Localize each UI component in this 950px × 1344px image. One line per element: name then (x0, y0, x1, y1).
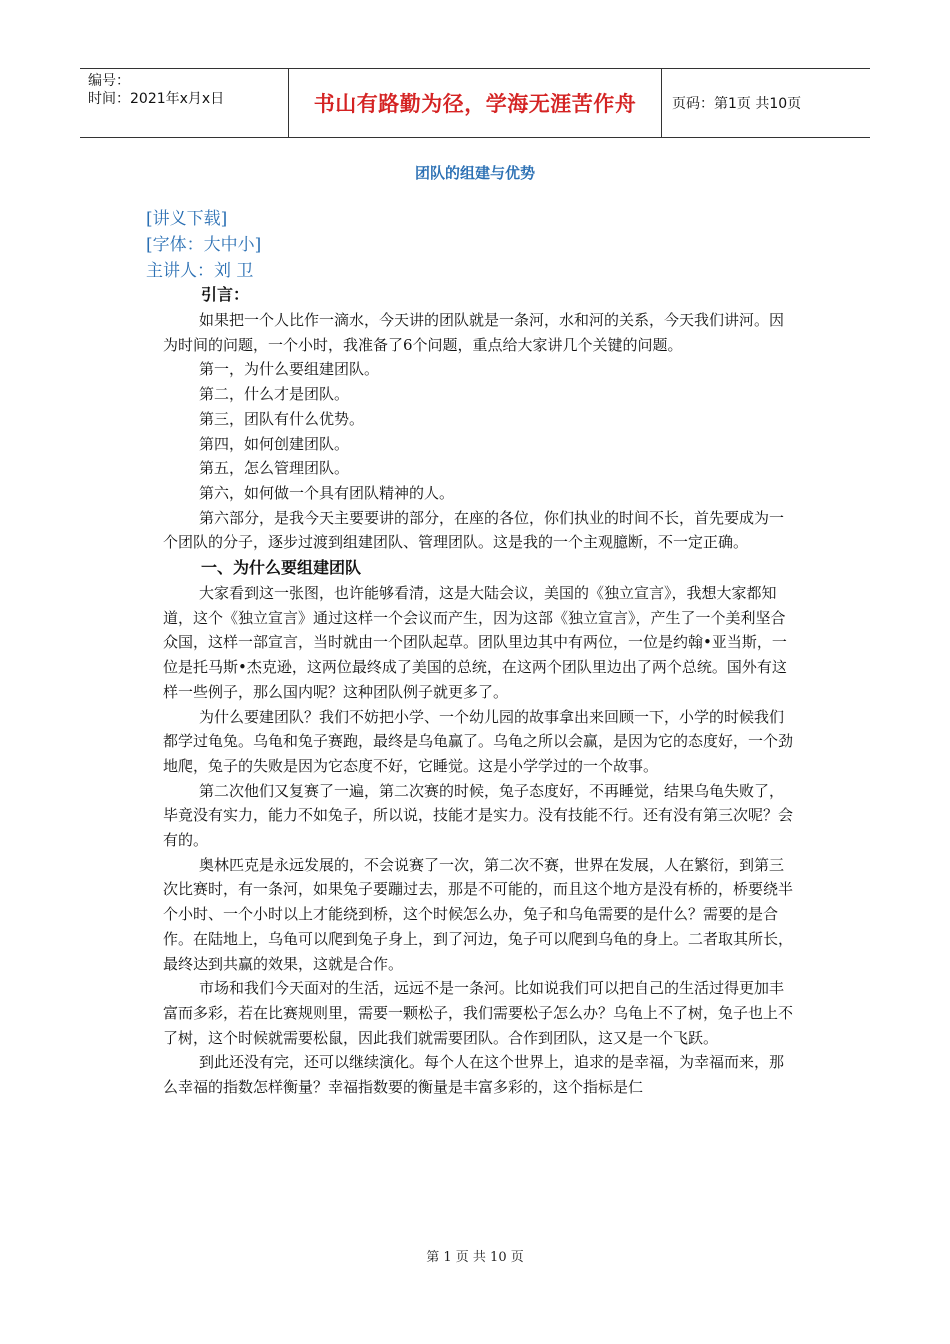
download-link[interactable]: [讲义下载] (146, 209, 228, 229)
paragraph: 第六，如何做一个具有团队精神的人。 (199, 483, 455, 502)
header-motto: 书山有路勤为径，学海无涯苦作舟 (288, 69, 662, 137)
document-title: 团队的组建与优势 (414, 164, 535, 182)
document-body (163, 282, 793, 1100)
paragraph: 第四，如何创建团队。 (199, 434, 350, 453)
paragraph: 为什么要建团队？我们不妨把小学、一个幼儿园的故事拿出来回顾一下，小学的时候我们都学过龟兔。乌龟和兔子赛跑，最终是乌龟赢了。乌龟之所以会赢，是因为它的态度好，一个劲地爬，兔子的失败是因为它态度不好，它睡觉。这是小学学过的一个故事。 (163, 707, 794, 775)
paragraph: 第六部分，是我今天主要要讲的部分，在座的各位，你们执业的时间不长，首先要成为一个团队的分子，逐步过渡到组建团队、管理团队。这是我的一个主观臆断，不一定正确。 (163, 508, 785, 552)
font-size-link[interactable]: [字体：大中小] (146, 235, 262, 255)
paragraph: 第三，团队有什么优势。 (199, 409, 365, 428)
paragraph: 如果把一个人比作一滴水，今天讲的团队就是一条河，水和河的关系，今天我们讲河。因为时间的问题，一个小时，我准备了6个问题，重点给大家讲几个关键的问题。 (163, 311, 785, 354)
date-label: 时间：2021年x月x日 (88, 91, 225, 107)
paragraph: 到此还没有完，还可以继续演化。每个人在这个世界上，追求的是幸福，为幸福而来，那么幸福的指数怎样衡量？幸福指数要的衡量是丰富多彩的，这个指标是仁 (163, 1053, 785, 1097)
paragraph: 奥林匹克是永远发展的，不会说赛了一次，第二次不赛，世界在发展，人在繁衍，到第三次比赛时，有一条河，如果兔子要蹦过去，那是不可能的，而且这个地方是没有桥的，桥要绕半个小时、一个小时以上才能绕到桥，这个时候怎么办，兔子和乌龟需要的是什么？需要的是合作。在陆地上，乌龟可以爬到兔子身上，到了河边，兔子可以爬到乌龟的身上。二者取其所长，最终达到共赢的效果，这就是合作。 (163, 855, 794, 973)
intro-heading: 引言： (201, 285, 250, 304)
header-page-info: 页码：第1页 共10页 (672, 96, 802, 112)
paragraph: 大家看到这一张图，也许能够看清，这是大陆会议，美国的《独立宣言》，我想大家都知道，这个《独立宣言》通过这样一个会议而产生，因为这部《独立宣言》，产生了一个美利坚合众国，这样一部宣言，当时就由一个团队起草。团队里边其中有两位，一位是约翰•亚当斯，一位是托马斯•杰克逊，这两位最终成了美国的总统，在这两个团队里边出了两个总统。国外有这样一些例子，那么国内呢？这种团队例子就更多了。 (163, 584, 787, 701)
header-meta (80, 69, 288, 137)
section-heading: 一、为什么要组建团队 (201, 558, 362, 578)
paragraph: 市场和我们今天面对的生活，远远不是一条河。比如说我们可以把自己的生活过得更加丰富而多彩，若在比赛规则里，需要一颗松子，我们需要松子怎么办？乌龟上不了树，兔子也上不了树，这个时候就需要松鼠，因此我们就需要团队。合作到团队，这又是一个飞跃。 (163, 979, 794, 1047)
number-label: 编号： (88, 73, 130, 89)
header-table (80, 68, 870, 138)
top-links (146, 206, 261, 284)
speaker-label: 主讲人：刘 卫 (146, 261, 254, 281)
paragraph: 第二，什么才是团队。 (199, 385, 350, 404)
paragraph: 第二次他们又复赛了一遍，第二次赛的时候，兔子态度好，不再睡觉，结果乌龟失败了，毕竟没有实力，能力不如兔子，所以说，技能才是实力。没有技能不行。还有没有第三次呢？会有的。 (163, 781, 794, 850)
paragraph: 第一，为什么要组建团队。 (199, 360, 380, 379)
paragraph: 第五，怎么管理团队。 (199, 459, 350, 478)
page-footer: 第 1 页 共 10 页 (426, 1250, 524, 1265)
